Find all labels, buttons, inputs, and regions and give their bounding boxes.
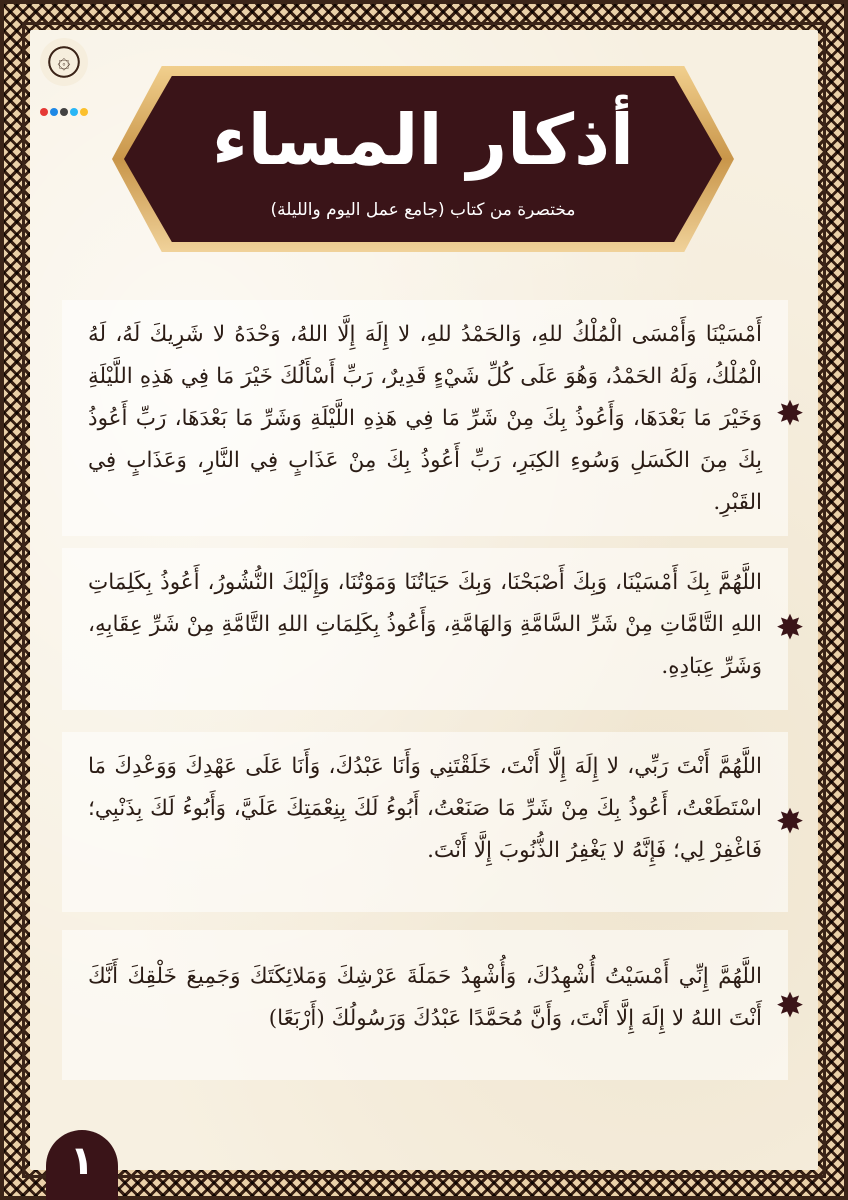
dhikr-card (62, 300, 788, 536)
dhikr-text: اللَّهُمَّ بِكَ أَمْسَيْنَا، وَبِكَ أَصْبَحْنَا، وَبِكَ حَيَاتُنَا وَمَوْتُنَا، وَإِلَيْكَ النُّشُورُ، أَعُوذُ بِكَلِمَاتِ اللهِ التَّامَّاتِ مِنْ شَرِّ السَّامَّةِ وَالهَامَّةِ، وَأَعُوذُ بِكَلِمَاتِ اللهِ التَّامَّةِ مِنْ شَرِّ عِقَابِهِ، وَشَرِّ عِبَادِهِ. (88, 570, 762, 679)
star-bullet-icon: ✸ (775, 986, 805, 1026)
star-bullet-icon: ✸ (775, 608, 805, 648)
page-subtitle: مختصرة من كتاب (جامع عمل اليوم والليلة) (270, 200, 576, 220)
dhikr-card (62, 930, 788, 1080)
star-bullet-icon: ✸ (775, 394, 805, 434)
x-icon[interactable] (60, 108, 68, 116)
facebook-icon[interactable] (50, 108, 58, 116)
star-bullet-icon: ✸ (775, 802, 805, 842)
dhikr-card (62, 732, 788, 912)
page-number: ١ (69, 1138, 95, 1184)
dhikr-card (62, 548, 788, 710)
page-title: أذكار المساء (211, 99, 635, 181)
logo-emblem-icon: ۞ (57, 49, 71, 74)
dhikr-text: اللَّهُمَّ إِنِّي أَمْسَيْتُ أُشْهِدُكَ، وَأُشْهِدُ حَمَلَةَ عَرْشِكَ وَمَلائِكَتَكَ وَجَمِيعَ خَلْقِكَ أَنَّكَ أَنْتَ اللهُ لا إِلَهَ إِلَّا أَنْتَ، وَأَنَّ مُحَمَّدًا عَبْدُكَ وَرَسُولُكَ (أَرْبَعًا) (88, 964, 762, 1031)
social-icons (40, 108, 88, 116)
snapchat-icon[interactable] (80, 108, 88, 116)
telegram-icon[interactable] (70, 108, 78, 116)
dhikr-text: اللَّهُمَّ أَنْتَ رَبِّي، لا إِلَهَ إِلَّا أَنْتَ، خَلَقْتَنِي وَأَنَا عَبْدُكَ، وَأَنَا عَلَى عَهْدِكَ وَوَعْدِكَ مَا اسْتَطَعْتُ، أَعُوذُ بِكَ مِنْ شَرِّ مَا صَنَعْتُ، أَبُوءُ لَكَ بِنِعْمَتِكَ عَلَيَّ، وَأَبُوءُ لَكَ بِذَنْبِي؛ فَاغْفِرْ لِي؛ فَإِنَّهُ لا يَغْفِرُ الذُّنُوبَ إِلَّا أَنْتَ. (88, 754, 762, 863)
dhikr-text: أَمْسَيْنَا وَأَمْسَى الْمُلْكُ للهِ، وَالحَمْدُ للهِ، لا إِلَهَ إِلَّا اللهُ، وَحْدَهُ لا شَرِيكَ لَهُ، لَهُ الْمُلْكُ، وَلَهُ الحَمْدُ، وَهُوَ عَلَى كُلِّ شَيْءٍ قَدِيرٌ، رَبِّ أَسْأَلُكَ خَيْرَ مَا فِي هَذِهِ اللَّيْلَةِ وَخَيْرَ مَا بَعْدَهَا، وَأَعُوذُ بِكَ مِنْ شَرِّ مَا فِي هَذِهِ اللَّيْلَةِ وَشَرِّ مَا بَعْدَهَا، رَبِّ أَعُوذُ بِكَ مِنَ الكَسَلِ وَسُوءِ الكِبَرِ، رَبِّ أَعُوذُ بِكَ مِنْ عَذَابٍ فِي النَّارِ، وَعَذَابٍ فِي القَبْرِ. (88, 322, 762, 515)
calligraphy-logo (40, 38, 88, 86)
youtube-icon[interactable] (40, 108, 48, 116)
